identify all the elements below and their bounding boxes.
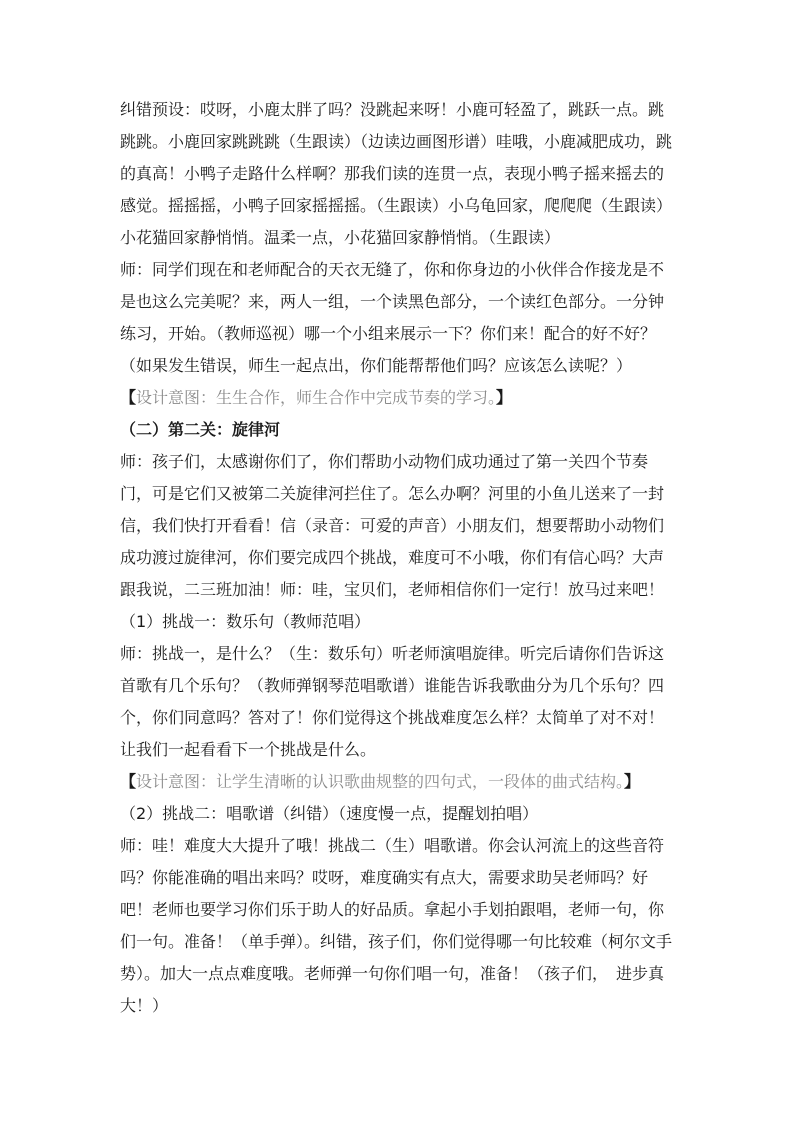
paragraph-4-line-4: 让我们一起看看下一个挑战是什么。: [120, 740, 377, 759]
intent-1-open-bracket: 【: [120, 388, 137, 407]
design-intent-1: [120, 388, 512, 408]
paragraph-2-line-2: 是也这么完美呢？来，两人一组，一个读黑色部分，一个读红色部分。一分钟: [120, 292, 665, 311]
paragraph-2-line-1: 师：同学们现在和老师配合的天衣无缝了，你和你身边的小伙伴合作接龙是不: [120, 260, 665, 279]
intent-1-close-bracket: 】: [496, 388, 513, 407]
paragraph-3-line-5: 跟我说，二三班加油！师：哇，宝贝们，老师相信你们一定行！放马过来吧！: [120, 580, 665, 599]
intent-2-text: 设计意图：让学生清晰的认识歌曲规整的四句式，一段体的曲式结构。: [136, 772, 625, 791]
intent-1-text: 设计意图：生生合作，师生合作中完成节奏的学习。: [136, 388, 497, 407]
paragraph-5-line-6: 大！）: [120, 996, 169, 1015]
paragraph-1-line-2: 跳跳。小鹿回家跳跳跳（生跟读）（边读边画图形谱）哇哦，小鹿减肥成功，跳: [120, 132, 673, 151]
paragraph-4-line-2: 首歌有几个乐句？（教师弹钢琴范唱歌谱）谁能告诉我歌曲分为几个乐句？四: [120, 676, 665, 695]
paragraph-1-line-4: 感觉。摇摇摇，小鸭子回家摇摇摇。（生跟读）小乌龟回家，爬爬爬（生跟读）: [120, 196, 673, 215]
paragraph-5-line-5: 势）。加大一点点难度哦。老师弹一句你们唱一句，准备！（孩子们， 进步真: [120, 964, 665, 983]
paragraph-4-line-1: 师：挑战一，是什么？（生：数乐句）听老师演唱旋律。听完后请你们告诉这: [120, 644, 665, 663]
paragraph-3-line-1: 师：孩子们，太感谢你们了，你们帮助小动物们成功通过了第一关四个节奏: [120, 452, 649, 471]
paragraph-3-line-2: 门，可是它们又被第二关旋律河拦住了。怎么办啊？河里的小鱼儿送来了一封: [120, 484, 665, 503]
intent-2-open-bracket: 【: [120, 772, 137, 791]
challenge-2-title: （2）挑战二：唱歌谱（纠错）（速度慢一点，提醒划拍唱）: [120, 804, 539, 823]
design-intent-2: [120, 772, 640, 792]
paragraph-5-line-3: 吧！老师也要学习你们乐于助人的好品质。拿起小手划拍跟唱，老师一句，你: [120, 900, 665, 919]
challenge-1-title: （1）挑战一：数乐句（教师范唱）: [120, 612, 371, 631]
paragraph-3-line-4: 成功渡过旋律河，你们要完成四个挑战，难度可不小哦，你们有信心吗？大声: [120, 548, 665, 567]
paragraph-3-line-3: 信，我们快打开看看！信（录音：可爱的声音）小朋友们，想要帮助小动物们: [120, 516, 665, 535]
paragraph-5-line-4: 们一句。准备！（单手弹）。纠错，孩子们，你们觉得哪一句比较难（柯尔文手: [120, 932, 673, 951]
paragraph-5-line-1: 师：哇！难度大大提升了哦！挑战二（生）唱歌谱。你会认河流上的这些音符: [120, 836, 665, 855]
paragraph-2-line-4: （如果发生错误，师生一起点出，你们能帮帮他们吗？应该怎么读呢？）: [120, 356, 633, 375]
paragraph-4-line-3: 个，你们同意吗？答对了！你们觉得这个挑战难度怎么样？太简单了对不对！: [120, 708, 665, 727]
paragraph-1-line-5: 小花猫回家静悄悄。温柔一点，小花猫回家静悄悄。（生跟读）: [120, 228, 561, 247]
paragraph-1-line-3: 的真高！小鸭子走路什么样啊？那我们读的连贯一点，表现小鸭子摇来摇去的: [120, 164, 665, 183]
intent-2-close-bracket: 】: [624, 772, 641, 791]
paragraph-1-line-1: 纠错预设：哎呀，小鹿太胖了吗？没跳起来呀！小鹿可轻盈了，跳跃一点。跳: [120, 100, 665, 119]
paragraph-2-line-3: 练习，开始。（教师巡视）哪一个小组来展示一下？你们来！配合的好不好？: [120, 324, 657, 343]
section-heading: （二）第二关：旋律河: [120, 420, 281, 439]
paragraph-5-line-2: 吗？你能准确的唱出来吗？哎呀，难度确实有点大，需要求助吴老师吗？好: [120, 868, 649, 887]
